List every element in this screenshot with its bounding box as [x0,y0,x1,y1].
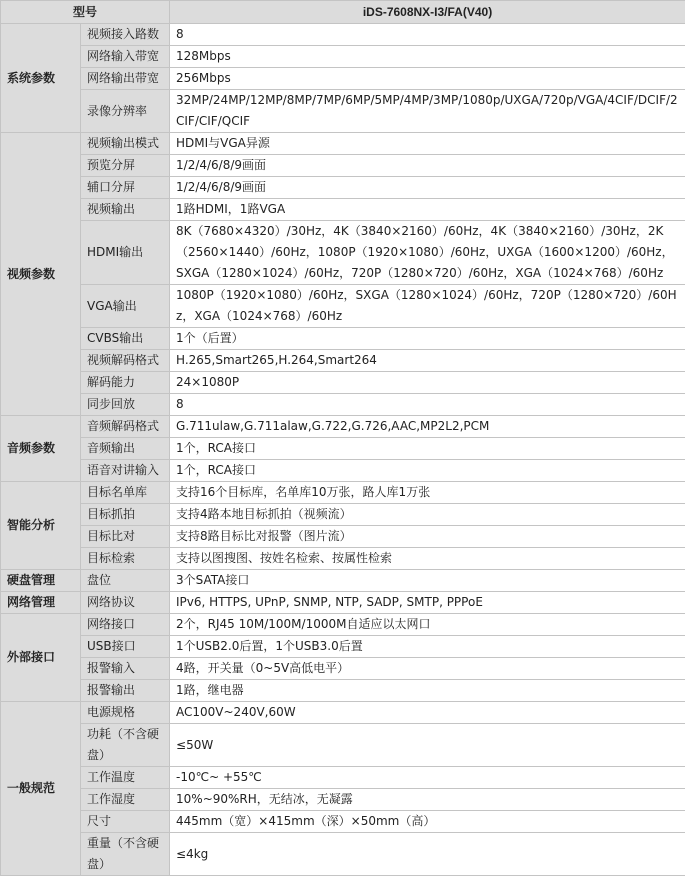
row-label: 报警输出 [81,680,170,702]
row-value: 128Mbps [170,46,685,68]
row-value: 3个SATA接口 [170,570,685,592]
row-label: USB接口 [81,636,170,658]
row-value: 24×1080P [170,372,685,394]
table-row [1,680,685,702]
table-row [1,460,685,482]
row-value: 1/2/4/6/8/9画面 [170,155,685,177]
row-value: AC100V~240V,60W [170,702,685,724]
table-row [1,614,685,636]
category-external-interfaces: 外部接口 [1,614,81,702]
model-header-label: 型号 [1,1,170,24]
table-row [1,394,685,416]
table-row [1,504,685,526]
row-value: 1个（后置） [170,328,685,350]
table-row [1,658,685,680]
table-row [1,221,685,285]
row-label: 视频输出 [81,199,170,221]
table-row [1,811,685,833]
category-audio: 音频参数 [1,416,81,482]
row-value: 8 [170,394,685,416]
row-value: 4路，开关量（0~5V高低电平） [170,658,685,680]
table-row [1,350,685,372]
table-row [1,526,685,548]
table-row [1,702,685,724]
table-row [1,199,685,221]
table-row [1,416,685,438]
row-label: 同步回放 [81,394,170,416]
row-value: 1路，继电器 [170,680,685,702]
category-smart-analysis: 智能分析 [1,482,81,570]
row-value: -10℃~ +55℃ [170,767,685,789]
row-label: 语音对讲输入 [81,460,170,482]
table-row [1,592,685,614]
row-value: ≤4kg [170,833,685,876]
row-value: H.265,Smart265,H.264,Smart264 [170,350,685,372]
table-row [1,789,685,811]
row-label: 音频解码格式 [81,416,170,438]
row-label: 报警输入 [81,658,170,680]
table-row [1,372,685,394]
row-label: VGA输出 [81,285,170,328]
model-name: iDS-7608NX-I3/FA(V40) [170,1,685,24]
row-value: 支持8路目标比对报警（图片流） [170,526,685,548]
category-video: 视频参数 [1,133,81,416]
row-label: 预览分屏 [81,155,170,177]
table-row [1,328,685,350]
row-value: ≤50W [170,724,685,767]
category-general-specs: 一般规范 [1,702,81,876]
category-network-management: 网络管理 [1,592,81,614]
row-label: 尺寸 [81,811,170,833]
table-row [1,636,685,658]
row-label: 视频输出模式 [81,133,170,155]
row-value: 支持16个目标库，名单库10万张，路人库1万张 [170,482,685,504]
table-row [1,438,685,460]
row-label: 解码能力 [81,372,170,394]
row-value: 8K（7680×4320）/30Hz，4K（3840×2160）/60Hz，4K（3840×2160）/30Hz，2K（2560×1440）/60Hz，1080P（1920×1080）/60Hz，UXGA（1600×1200）/60Hz，SXGA（1280×1024）/60Hz，720P（1280×720）/60Hz，XGA（1024×768）/60Hz [170,221,685,285]
row-value: 1/2/4/6/8/9画面 [170,177,685,199]
table-row [1,68,685,90]
row-value: 支持以图搜图、按姓名检索、按属性检索 [170,548,685,570]
row-value: 1个，RCA接口 [170,460,685,482]
row-label: 重量（不含硬盘） [81,833,170,876]
row-value: 1路HDMI，1路VGA [170,199,685,221]
row-label: CVBS输出 [81,328,170,350]
table-row [1,133,685,155]
table-row [1,24,685,46]
row-value: G.711ulaw,G.711alaw,G.722,G.726,AAC,MP2L2,PCM [170,416,685,438]
row-label: 网络输入带宽 [81,46,170,68]
table-row [1,155,685,177]
row-label: 目标检索 [81,548,170,570]
category-disk-management: 硬盘管理 [1,570,81,592]
row-label: 电源规格 [81,702,170,724]
row-value: 2个，RJ45 10M/100M/1000M自适应以太网口 [170,614,685,636]
row-label: 工作温度 [81,767,170,789]
row-label: 盘位 [81,570,170,592]
row-label: 音频输出 [81,438,170,460]
row-label: 辅口分屏 [81,177,170,199]
row-label: 工作湿度 [81,789,170,811]
table-row [1,724,685,767]
row-value: 1080P（1920×1080）/60Hz，SXGA（1280×1024）/60Hz，720P（1280×720）/60Hz，XGA（1024×768）/60Hz [170,285,685,328]
row-label: 目标抓拍 [81,504,170,526]
row-value: 1个USB2.0后置，1个USB3.0后置 [170,636,685,658]
row-label: 视频解码格式 [81,350,170,372]
row-label: 网络输出带宽 [81,68,170,90]
table-row [1,482,685,504]
table-row [1,767,685,789]
row-value: 10%~90%RH，无结冰，无凝露 [170,789,685,811]
row-value: 1个，RCA接口 [170,438,685,460]
row-value: HDMI与VGA异源 [170,133,685,155]
row-value: 8 [170,24,685,46]
row-label: HDMI输出 [81,221,170,285]
row-value: 256Mbps [170,68,685,90]
row-label: 目标名单库 [81,482,170,504]
row-label: 目标比对 [81,526,170,548]
row-label: 录像分辨率 [81,90,170,133]
table-row [1,46,685,68]
row-value: IPv6, HTTPS, UPnP, SNMP, NTP, SADP, SMTP, PPPoE [170,592,685,614]
row-label: 视频接入路数 [81,24,170,46]
category-system: 系统参数 [1,24,81,133]
table-row [1,570,685,592]
row-value: 32MP/24MP/12MP/8MP/7MP/6MP/5MP/4MP/3MP/1080p/UXGA/720p/VGA/4CIF/DCIF/2CIF/CIF/QCIF [170,90,685,133]
table-row [1,833,685,876]
table-row [1,548,685,570]
table-header-row [1,1,685,24]
row-label: 网络接口 [81,614,170,636]
row-label: 功耗（不含硬盘） [81,724,170,767]
row-value: 支持4路本地目标抓拍（视频流） [170,504,685,526]
row-label: 网络协议 [81,592,170,614]
table-row [1,90,685,133]
table-row [1,285,685,328]
row-value: 445mm（宽）×415mm（深）×50mm（高） [170,811,685,833]
table-row [1,177,685,199]
